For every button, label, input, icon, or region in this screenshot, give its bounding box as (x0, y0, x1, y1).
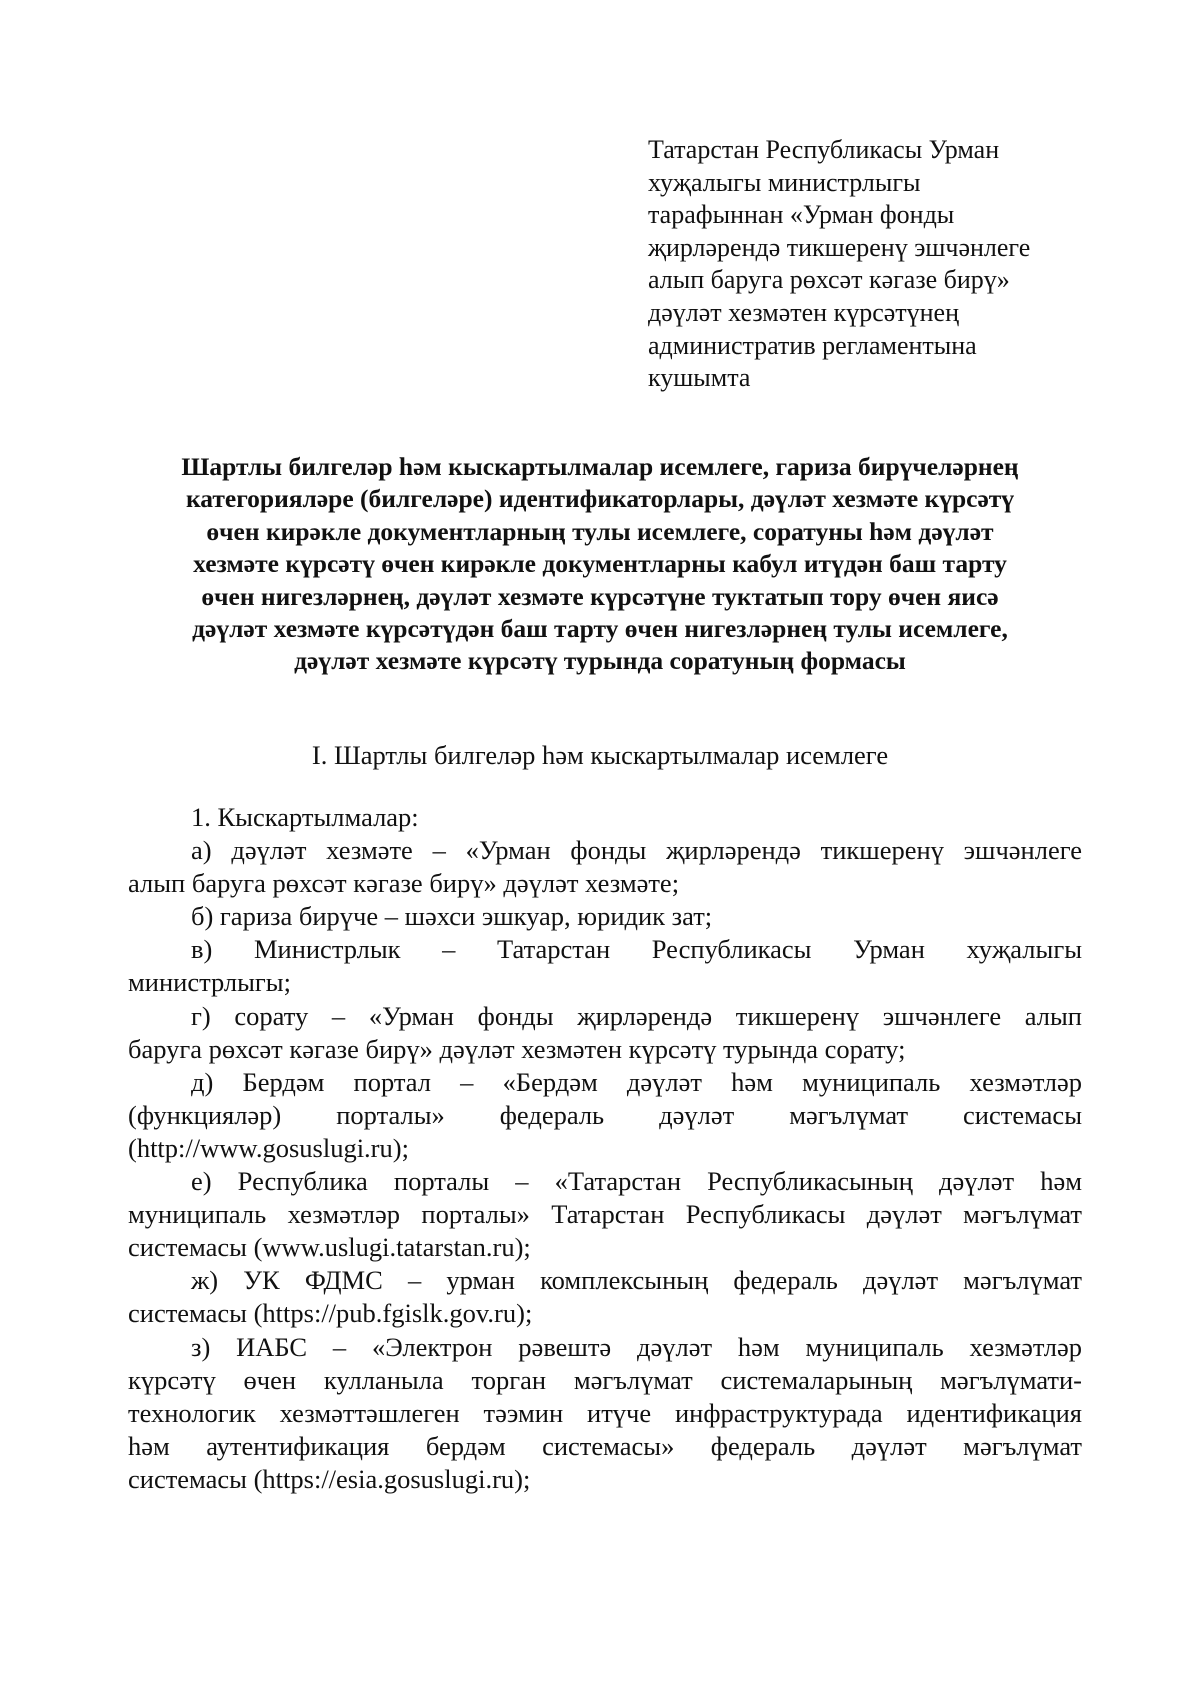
body-line: системасы (www.uslugi.tatarstan.ru); (128, 1232, 531, 1263)
title-line: категорияләре (билгеләре) идентификаторлары, дәүләт хезмәте күрсәтү (185, 484, 1015, 514)
appendix-note-line: алып баруга рөхсәт кәгазе бирү» (648, 265, 1010, 295)
appendix-note-line: хуҗалыгы министрлыгы (648, 167, 921, 197)
appendix-note-line: Татарстан Республикасы Урман (648, 135, 1000, 164)
abbreviations-heading: 1. Кыскартылмалар: (191, 802, 419, 832)
body-line: системасы (https://pub.fgislk.gov.ru); (128, 1298, 533, 1329)
body-line: ж) УК ФДМС – урман комплексының федераль дәүләт мәгълүмат (191, 1265, 1082, 1296)
document-title (120, 451, 1080, 678)
body-line: һәм аутентификация бердәм системасы» федераль дәүләт мәгълүмат (128, 1430, 1082, 1461)
appendix-note-line: кушымта (648, 363, 751, 393)
title-line: өчен нигезләрнең, дәүләт хезмәте күрсәтүне туктатып тору өчен яисә (201, 581, 999, 611)
body-line: д) Бердәм портал – «Бердәм дәүләт һәм муниципаль хезмәтләр (191, 1066, 1082, 1097)
appendix-note-line: дәүләт хезмәтен күрсәтүнең (648, 297, 960, 327)
body-line: технологик хезмәттәшлеген тәэмин итүче инфраструктурада идентификация (128, 1397, 1082, 1428)
body-text (128, 801, 1082, 1496)
body-line: системасы (https://esia.gosuslugi.ru); (128, 1463, 531, 1494)
appendix-note (648, 134, 1088, 395)
body-line: баруга рөхсәт кәгазе бирү» дәүләт хезмәтен күрсәтү турында сорату; (128, 1033, 906, 1064)
appendix-note-line: җирләрендә тикшеренү эшчәнлеге (648, 232, 1031, 262)
title-line: дәүләт хезмәте күрсәтү турында соратуның формасы (294, 646, 906, 676)
body-line: министрлыгы; (128, 967, 291, 998)
body-line: а) дәүләт хезмәте – «Урман фонды җирләрендә тикшеренү эшчәнлеге (191, 835, 1082, 866)
body-line: в) Министрлык – Татарстан Республикасы Урман хуҗалыгы (191, 934, 1082, 965)
title-line: өчен кирәкле документларның тулы исемлеге, соратуны һәм дәүләт (206, 516, 994, 546)
section-heading: I. Шартлы билгеләр һәм кыскартылмалар исемлеге (311, 740, 889, 770)
title-line: хезмәте күрсәтү өчен кирәкле документларны кабул итүдән баш тарту (193, 549, 1007, 579)
title-line: Шартлы билгеләр һәм кыскартылмалар исемлеге, гариза бирүчеләрнең (181, 452, 1019, 481)
body-line: (http://www.gosuslugi.ru); (128, 1132, 409, 1163)
body-line: б) гариза бирүче – шәхси эшкуар, юридик зат; (191, 901, 713, 932)
appendix-note-line: тарафыннан «Урман фонды (648, 200, 955, 230)
body-line: алып баруга рөхсәт кәгазе бирү» дәүләт хезмәте; (128, 868, 680, 899)
body-line: күрсәтү өчен кулланыла торган мәгълүмат системаларының мәгълүмати- (128, 1364, 1082, 1395)
body-line: з) ИАБС – «Электрон рәвештә дәүләт һәм муниципаль хезмәтләр (191, 1331, 1082, 1362)
appendix-note-line: административ регламентына (648, 330, 977, 360)
body-line: (функцияләр) порталы» федераль дәүләт мәгълүмат системасы (128, 1099, 1082, 1130)
body-line: г) сорату – «Урман фонды җирләрендә тикшеренү эшчәнлеге алып (191, 1000, 1082, 1031)
title-line: дәүләт хезмәте күрсәтүдән баш тарту өчен нигезләрнең тулы исемлеге, (192, 614, 1008, 644)
body-line: е) Республика порталы – «Татарстан Республикасының дәүләт һәм (191, 1166, 1082, 1197)
body-line: муниципаль хезмәтләр порталы» Татарстан Республикасы дәүләт мәгълүмат (128, 1199, 1082, 1230)
